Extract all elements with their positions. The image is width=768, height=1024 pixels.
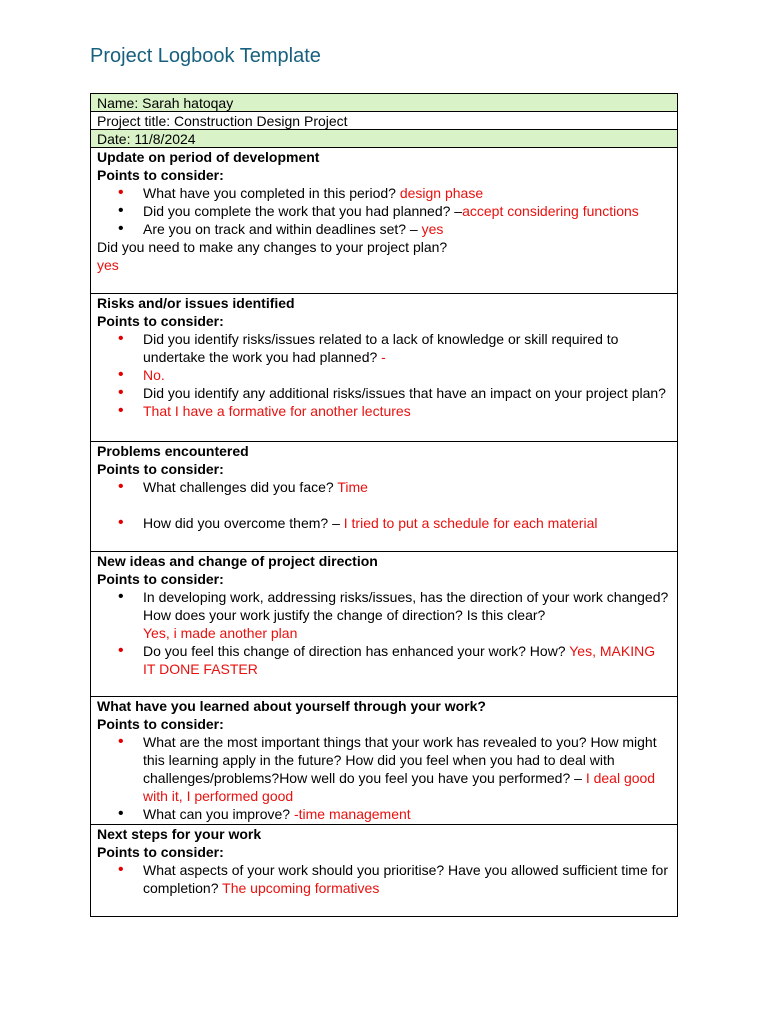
question-text: How did you overcome them? – bbox=[143, 515, 340, 531]
points-label: Points to consider: bbox=[97, 461, 224, 477]
answer-text: The upcoming formatives bbox=[222, 880, 380, 896]
question-text: What have you completed in this period? bbox=[143, 185, 396, 201]
question-text: What are the most important things that your work has revealed to you? How might this learning apply in the future? How did you feel when you had to deal with challenges/problems?How well do you feel you have you performed? – bbox=[143, 734, 657, 786]
question-text: What aspects of your work should you prioritise? Have you allowed sufficient time for completion? bbox=[143, 862, 668, 896]
page-title: Project Logbook Template bbox=[90, 45, 321, 67]
list-item bbox=[97, 366, 671, 384]
learned-section bbox=[91, 697, 677, 825]
answer-text: - bbox=[381, 349, 386, 365]
next-steps-section bbox=[91, 825, 677, 916]
points-label: Points to consider: bbox=[97, 716, 224, 732]
name-row: Name: Sarah hatoqay bbox=[91, 94, 677, 112]
points-label: Points to consider: bbox=[97, 313, 224, 329]
list-item bbox=[97, 805, 671, 823]
project-title-row: Project title: Construction Design Project bbox=[91, 112, 677, 130]
logbook-table bbox=[90, 93, 678, 917]
answer-text: That I have a formative for another lectures bbox=[143, 403, 411, 419]
bullet-list bbox=[97, 733, 671, 823]
answer-text: design phase bbox=[399, 185, 484, 201]
answer-text: I tried to put a schedule for each material bbox=[343, 515, 598, 531]
section-heading: Next steps for your work bbox=[97, 826, 262, 842]
section-heading: What have you learned about yourself through your work? bbox=[97, 698, 486, 714]
date-row: Date: 11/8/2024 bbox=[91, 130, 677, 148]
list-item bbox=[97, 861, 671, 897]
section-heading: New ideas and change of project direction bbox=[97, 553, 378, 569]
section-heading: Risks and/or issues identified bbox=[97, 295, 295, 311]
answer-text: Time bbox=[337, 479, 368, 495]
points-label: Points to consider: bbox=[97, 844, 224, 860]
list-item bbox=[97, 220, 671, 238]
section-heading: Problems encountered bbox=[97, 443, 249, 459]
list-item bbox=[97, 184, 671, 202]
list-item bbox=[97, 733, 671, 805]
answer-text: I deal good with it, I performed good bbox=[143, 770, 656, 804]
answer-text: yes bbox=[421, 221, 444, 237]
risks-section bbox=[91, 294, 677, 442]
points-label: Points to consider: bbox=[97, 571, 224, 587]
answer-text: -time management bbox=[293, 806, 411, 822]
list-item bbox=[97, 330, 671, 366]
bullet-list bbox=[97, 588, 671, 678]
section-heading: Update on period of development bbox=[97, 149, 320, 165]
list-item bbox=[97, 402, 671, 420]
answer-text: No. bbox=[143, 367, 165, 383]
ideas-section bbox=[91, 552, 677, 697]
list-item bbox=[97, 478, 671, 496]
question-text: In developing work, addressing risks/issues, has the direction of your work changed? How does your work justify the change of direction? Is this clear? bbox=[143, 589, 669, 623]
question-text: What challenges did you face? bbox=[143, 479, 334, 495]
question-text: Did you need to make any changes to your project plan? bbox=[97, 239, 448, 255]
list-item bbox=[97, 202, 671, 220]
question-text: What can you improve? bbox=[143, 806, 291, 822]
list-item bbox=[97, 514, 671, 532]
bullet-list bbox=[97, 478, 671, 532]
answer-text: Yes, MAKING IT DONE FASTER bbox=[143, 643, 656, 677]
question-text: Did you identify risks/issues related to a lack of knowledge or skill required to undertake the work you had planned? bbox=[143, 331, 619, 365]
question-text: Did you identify any additional risks/issues that have an impact on your project plan? bbox=[143, 385, 666, 401]
answer-text: Yes, i made another plan bbox=[143, 625, 298, 641]
points-label: Points to consider: bbox=[97, 167, 224, 183]
bullet-list bbox=[97, 861, 671, 897]
question-text: Do you feel this change of direction has enhanced your work? How? bbox=[143, 643, 566, 659]
bullet-list bbox=[97, 184, 671, 238]
list-item bbox=[97, 588, 671, 642]
question-text: Did you complete the work that you had planned? – bbox=[143, 203, 463, 219]
bullet-list bbox=[97, 330, 671, 420]
problems-section bbox=[91, 442, 677, 552]
answer-text: yes bbox=[97, 257, 119, 273]
list-item bbox=[97, 384, 671, 402]
question-text: Are you on track and within deadlines set? – bbox=[143, 221, 418, 237]
list-item bbox=[97, 642, 671, 678]
update-section bbox=[91, 148, 677, 294]
answer-text: accept considering functions bbox=[462, 203, 639, 219]
